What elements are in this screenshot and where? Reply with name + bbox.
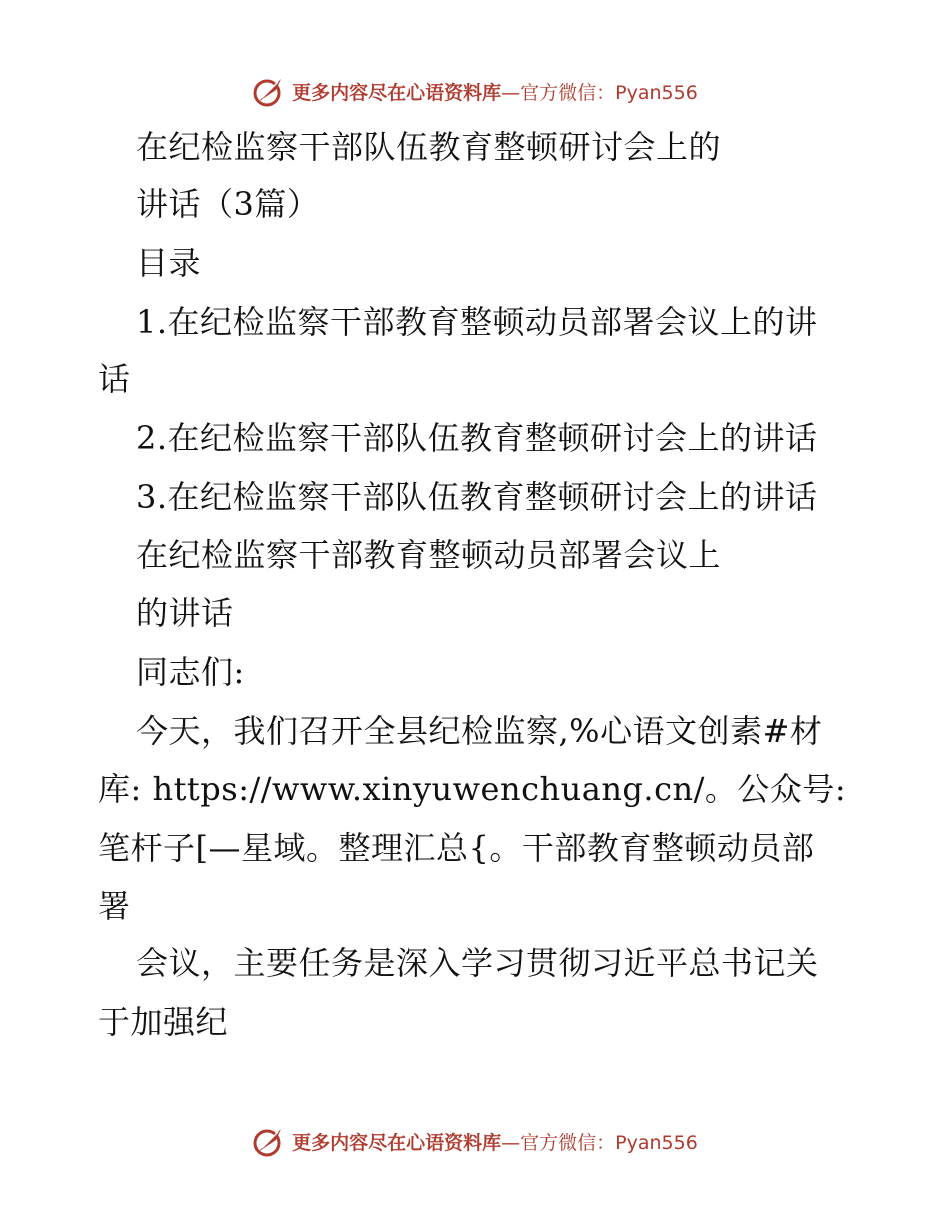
- toc-item-1-line-2: 话: [98, 360, 131, 398]
- toc-heading: 目录: [136, 244, 202, 282]
- footer-watermark-banner: [0, 1121, 950, 1161]
- quill-logo-icon: [252, 1124, 286, 1158]
- paragraph-1-line-2: 库: https://www.xinyuwenchuang.cn/。公众号:: [98, 770, 847, 808]
- quill-logo-icon: [252, 74, 286, 108]
- paragraph-2-line-1: 会议，主要任务是深入学习贯彻习近平总书记关: [136, 944, 819, 982]
- watermark-dash: —: [501, 81, 521, 104]
- toc-item-1-line-1: 1.在纪检监察干部教育整顿动员部署会议上的讲: [136, 303, 818, 341]
- section-title-line-2: 的讲话: [136, 594, 234, 632]
- watermark-brand: 更多内容尽在心语资料库: [292, 1131, 502, 1154]
- paragraph-2-line-2: 于加强纪: [98, 1003, 229, 1041]
- watermark-wechat: 官方微信：Pyan556: [520, 1131, 698, 1154]
- header-watermark-banner: [0, 71, 950, 111]
- section-title-line-1: 在纪检监察干部教育整顿动员部署会议上: [136, 536, 722, 574]
- document-title-line-1: 在纪检监察干部队伍教育整顿研讨会上的: [136, 128, 722, 166]
- toc-item-2: 2.在纪检监察干部队伍教育整顿研讨会上的讲话: [136, 419, 818, 457]
- paragraph-1-line-3: 笔杆子[—星域。整理汇总{。干部教育整顿动员部: [98, 829, 815, 867]
- watermark-text: [292, 1128, 698, 1155]
- salutation: 同志们:: [136, 653, 245, 691]
- toc-item-3: 3.在纪检监察干部队伍教育整顿研讨会上的讲话: [136, 478, 818, 516]
- watermark-wechat: 官方微信：Pyan556: [520, 81, 698, 104]
- paragraph-1-line-1: 今天，我们召开全县纪检监察,%心语文创素#材: [136, 712, 823, 750]
- document-title-line-2: 讲话（3篇）: [136, 185, 320, 223]
- watermark-text: [292, 78, 698, 105]
- watermark-dash: —: [501, 1131, 521, 1154]
- paragraph-1-line-4: 署: [98, 887, 131, 925]
- watermark-brand: 更多内容尽在心语资料库: [292, 81, 502, 104]
